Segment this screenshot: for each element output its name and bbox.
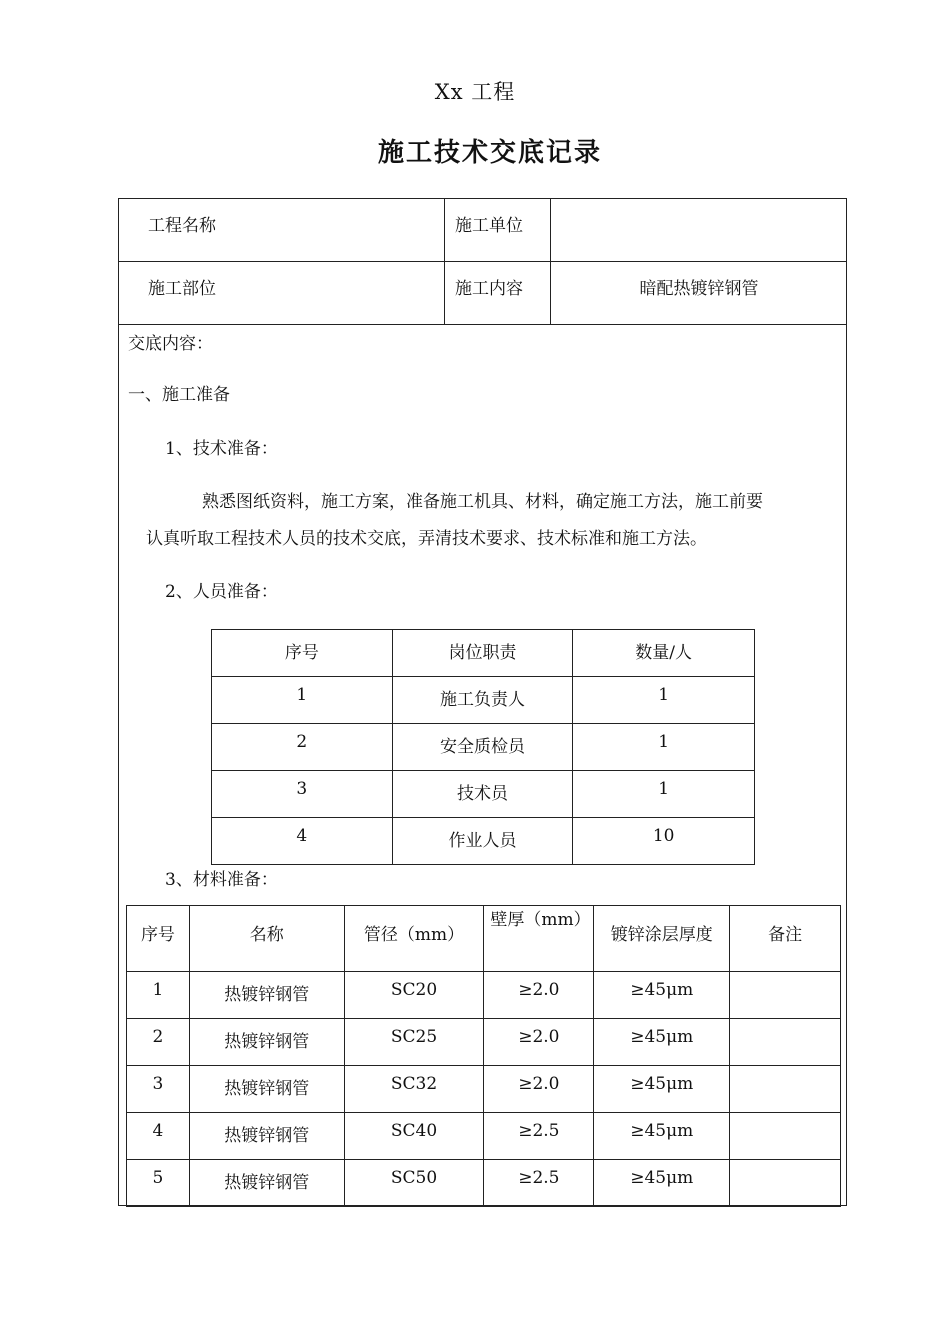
info-divider-col1: [444, 199, 445, 324]
material-header-cell: 壁厚（mm）: [484, 906, 594, 972]
table-cell: SC50: [344, 1160, 484, 1207]
table-cell: 热镀锌钢管: [189, 1113, 344, 1160]
construction-location-label: 施工部位: [148, 279, 216, 299]
table-cell: 安全质检员: [392, 724, 573, 771]
table-row: [127, 1113, 841, 1160]
table-cell: [730, 1066, 841, 1113]
table-cell: ≥45μm: [594, 972, 730, 1019]
material-header-cell: 备注: [730, 906, 841, 972]
table-cell: 施工负责人: [392, 677, 573, 724]
table-cell: 10: [573, 818, 755, 865]
table-cell: ≥2.5: [484, 1113, 594, 1160]
table-row: [212, 818, 755, 865]
table-cell: ≥2.0: [484, 972, 594, 1019]
table-cell: 作业人员: [392, 818, 573, 865]
table-cell: 3: [212, 771, 393, 818]
table-cell: 1: [573, 724, 755, 771]
table-row: [127, 972, 841, 1019]
table-cell: 3: [127, 1066, 190, 1113]
table-cell: ≥45μm: [594, 1066, 730, 1113]
intro-label: 交底内容：: [128, 334, 213, 354]
info-divider-row: [119, 261, 846, 262]
construction-unit-label: 施工单位: [455, 216, 523, 236]
table-cell: 1: [212, 677, 393, 724]
staff-header-cell: 数量/人: [573, 630, 755, 677]
table-cell: [730, 1160, 841, 1207]
project-name-label: 工程名称: [148, 216, 216, 236]
project-name: Xx 工程: [434, 80, 516, 104]
table-cell: 热镀锌钢管: [189, 1160, 344, 1207]
table-cell: 热镀锌钢管: [189, 1019, 344, 1066]
info-divider-col2: [550, 199, 551, 324]
table-cell: SC25: [344, 1019, 484, 1066]
table-cell: 4: [127, 1113, 190, 1160]
table-cell: SC32: [344, 1066, 484, 1113]
table-row: [127, 1066, 841, 1113]
tech-prep-line-1: 熟悉图纸资料，施工方案，准备施工机具、材料，确定施工方法，施工前要: [202, 492, 763, 512]
material-header-cell: 名称: [189, 906, 344, 972]
table-cell: 2: [212, 724, 393, 771]
table-cell: ≥45μm: [594, 1113, 730, 1160]
table-cell: SC20: [344, 972, 484, 1019]
table-cell: ≥45μm: [594, 1160, 730, 1207]
staff-header-cell: 序号: [212, 630, 393, 677]
section-preparation: 一、施工准备: [128, 385, 230, 405]
material-header-cell: 序号: [127, 906, 190, 972]
staff-header-cell: 岗位职责: [392, 630, 573, 677]
table-cell: 技术员: [392, 771, 573, 818]
table-cell: [730, 972, 841, 1019]
table-cell: 2: [127, 1019, 190, 1066]
table-cell: [730, 1019, 841, 1066]
table-cell: 1: [127, 972, 190, 1019]
material-header-row: [127, 906, 841, 972]
material-header-cell: 管径（mm）: [344, 906, 484, 972]
table-cell: 热镀锌钢管: [189, 1066, 344, 1113]
table-cell: 4: [212, 818, 393, 865]
info-divider-bottom: [119, 324, 846, 325]
table-cell: [730, 1113, 841, 1160]
record-frame: [118, 198, 847, 1206]
table-row: [212, 677, 755, 724]
material-table: [126, 905, 841, 1207]
table-cell: SC40: [344, 1113, 484, 1160]
table-cell: ≥45μm: [594, 1019, 730, 1066]
tech-prep-line-2: 认真听取工程技术人员的技术交底，弄清技术要求、技术标准和施工方法。: [146, 529, 707, 549]
table-row: [127, 1160, 841, 1207]
table-row: [212, 771, 755, 818]
table-cell: 热镀锌钢管: [189, 972, 344, 1019]
table-row: [127, 1019, 841, 1066]
material-header-cell: 镀锌涂层厚度: [594, 906, 730, 972]
staff-prep-heading: 2、人员准备：: [165, 582, 278, 602]
tech-prep-heading: 1、技术准备：: [165, 439, 278, 459]
table-cell: ≥2.5: [484, 1160, 594, 1207]
table-cell: 1: [573, 677, 755, 724]
table-row: [212, 724, 755, 771]
staff-header-row: [212, 630, 755, 677]
construction-content-label: 施工内容: [455, 279, 523, 299]
material-prep-heading: 3、材料准备：: [165, 870, 278, 890]
table-cell: 5: [127, 1160, 190, 1207]
construction-content-value: 暗配热镀锌钢管: [639, 279, 759, 299]
table-cell: ≥2.0: [484, 1066, 594, 1113]
staff-table: [211, 629, 755, 865]
table-cell: ≥2.0: [484, 1019, 594, 1066]
table-cell: 1: [573, 771, 755, 818]
document-title: 施工技术交底记录: [377, 138, 602, 168]
